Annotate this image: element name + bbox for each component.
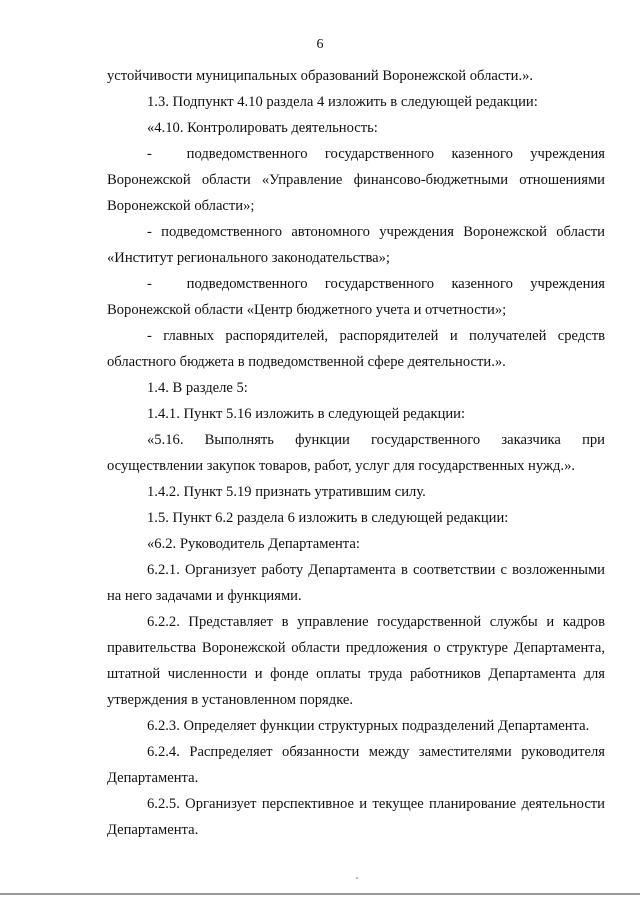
paragraph: - подведомственного государственного казенного учреждения Воронежской области «Управление финансово-бюджетными отношениями Воронежской области»; [107, 146, 605, 214]
paragraph: 6.2.2. Представляет в управление государственной службы и кадров правительства Воронежской области предложения о структуре Департамента, штатной численности и фонде оплаты труда работников Департамента для утверждения в установленном порядке. [107, 614, 605, 708]
paragraph: 6.2.4. Распределяет обязанности между заместителями руководителя Департамента. [107, 744, 605, 786]
paragraph: «6.2. Руководитель Департамента: [147, 536, 360, 552]
page-number: 6 [316, 37, 324, 52]
paragraph: 1.4.2. Пункт 5.19 признать утратившим силу. [147, 484, 426, 500]
paragraph: 1.4. В разделе 5: [147, 380, 248, 396]
scan-bottom-edge [0, 893, 640, 895]
paragraph: - подведомственного автономного учреждения Воронежской области «Институт регионального законодательства»; [107, 224, 605, 266]
scan-speck [356, 877, 358, 879]
paragraph: - главных распорядителей, распорядителей и получателей средств областного бюджета в подведомственной сфере деятельности.». [107, 328, 605, 370]
paragraph: «5.16. Выполнять функции государственного заказчика при осуществлении закупок товаров, работ, услуг для государственных нужд.». [107, 432, 605, 474]
document-body [107, 63, 605, 843]
paragraph: устойчивости муниципальных образований Воронежской области.». [107, 68, 534, 84]
paragraph: 6.2.3. Определяет функции структурных подразделений Департамента. [147, 718, 590, 734]
paragraph: - подведомственного государственного казенного учреждения Воронежской области «Центр бюджетного учета и отчетности»; [107, 276, 605, 318]
paragraph: 1.5. Пункт 6.2 раздела 6 изложить в следующей редакции: [147, 510, 509, 526]
paragraph: 1.3. Подпункт 4.10 раздела 4 изложить в следующей редакции: [147, 94, 538, 110]
paragraph: 6.2.5. Организует перспективное и текущее планирование деятельности Департамента. [107, 796, 605, 838]
paragraph: 1.4.1. Пункт 5.16 изложить в следующей редакции: [147, 406, 466, 422]
paragraph: 6.2.1. Организует работу Департамента в соответствии с возложенными на него задачами и функциями. [107, 562, 605, 604]
paragraph: «4.10. Контролировать деятельность: [147, 120, 378, 136]
